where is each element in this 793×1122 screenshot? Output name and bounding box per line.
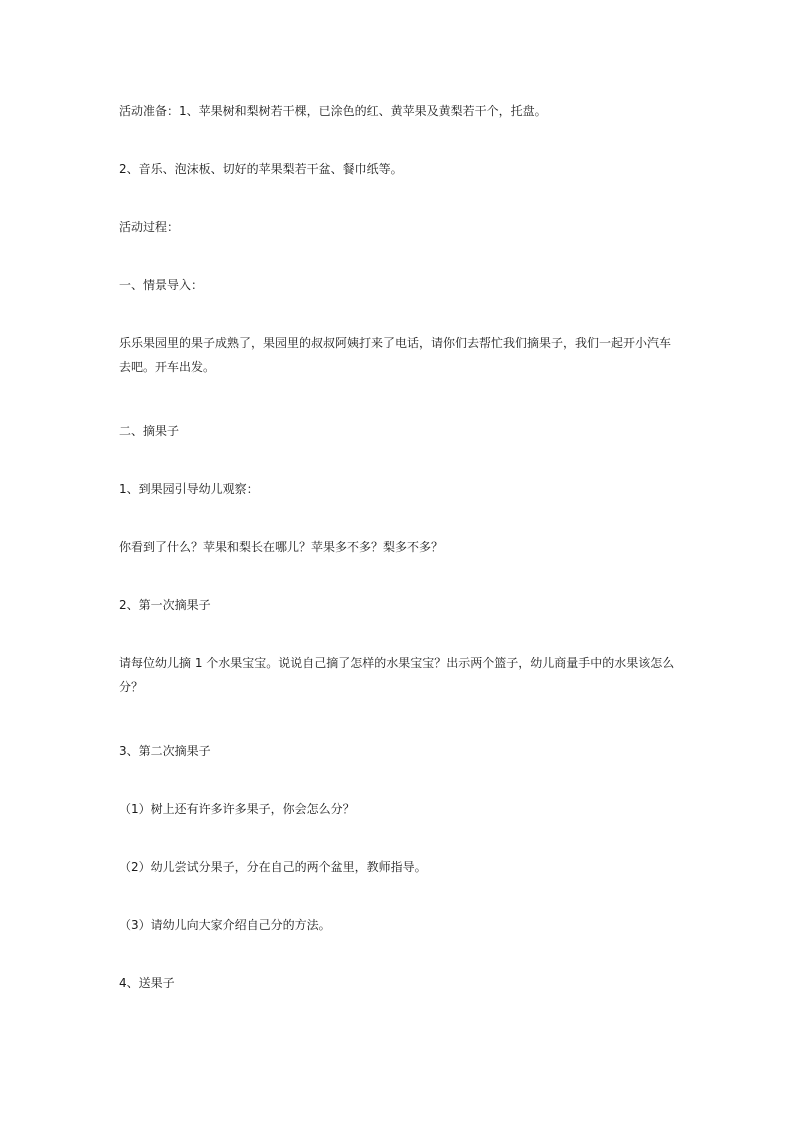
paragraph-second-pick-2: （2）幼儿尝试分果子，分在自己的两个盆里，教师指导。: [119, 860, 427, 874]
subheading-deliver-fruit: 4、送果子: [119, 976, 175, 990]
subheading-observe: 1、到果园引导幼儿观察：: [119, 482, 259, 496]
paragraph-observe-questions: 你看到了什么？苹果和梨长在哪儿？苹果多不多？梨多不多？: [119, 540, 444, 554]
subheading-first-pick: 2、第一次摘果子: [119, 598, 211, 612]
paragraph-preparation-2: 2、音乐、泡沫板、切好的苹果梨若干盆、餐巾纸等。: [119, 162, 403, 176]
heading-activity-process: 活动过程：: [119, 220, 180, 234]
subheading-second-pick: 3、第二次摘果子: [119, 744, 211, 758]
paragraph-second-pick-3: （3）请幼儿向大家介绍自己分的方法。: [119, 918, 331, 932]
paragraph-first-pick: 请每位幼儿摘 1 个水果宝宝。说说自己摘了怎样的水果宝宝？出示两个篮子，幼儿商量手中的水果该怎么分？: [119, 656, 675, 694]
paragraph-second-pick-1: （1）树上还有许多许多果子，你会怎么分？: [119, 802, 355, 816]
heading-scene-intro: 一、情景导入：: [119, 278, 204, 292]
heading-pick-fruit: 二、摘果子: [119, 424, 180, 438]
paragraph-preparation-1: 活动准备：1、苹果树和梨树若干棵，已涂色的红、黄苹果及黄梨若干个，托盘。: [119, 104, 547, 118]
paragraph-scene-intro: 乐乐果园里的果子成熟了，果园里的叔叔阿姨打来了电话，请你们去帮忙我们摘果子，我们一起开小汽车去吧。开车出发。: [119, 336, 672, 374]
